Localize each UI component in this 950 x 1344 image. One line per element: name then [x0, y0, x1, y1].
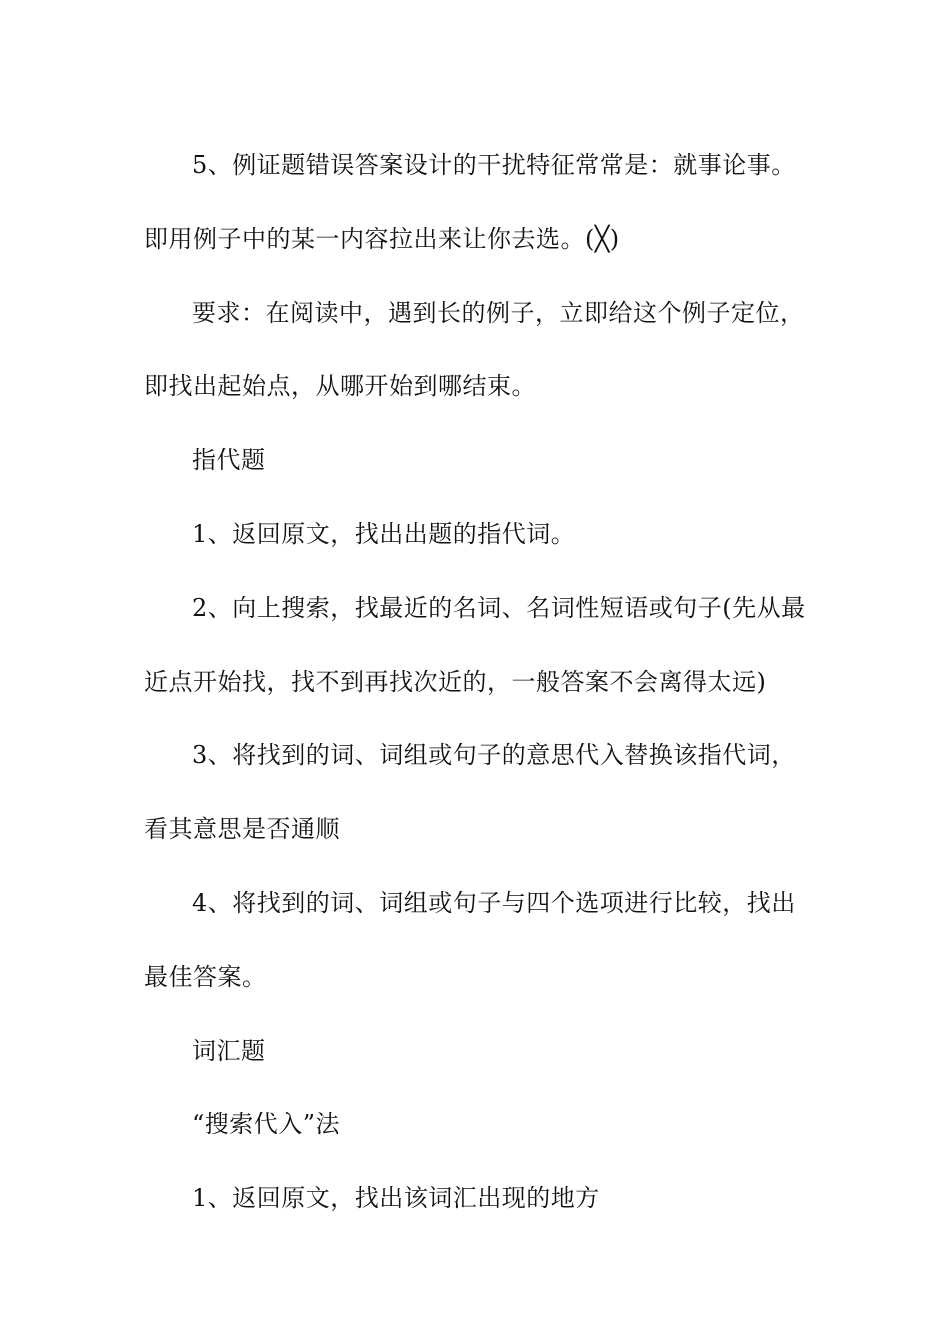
paragraph-requirement: 要求：在阅读中，遇到长的例子，立即给这个例子定位，即找出起始点，从哪开始到哪结束。	[144, 298, 805, 401]
heading-reference-questions: 指代题	[192, 446, 266, 475]
paragraph-reference-step-3: 3、将找到的词、词组或句子的意思代入替换该指代词，看其意思是否通顺	[144, 741, 796, 844]
paragraph-example-question-distractor: 5、例证题错误答案设计的干扰特征常常是：就事论事。即用例子中的某一内容拉出来让你去选。(╳)	[144, 151, 796, 253]
document-body	[144, 129, 810, 1236]
paragraph-reference-step-4: 4、将找到的词、词组或句子与四个选项进行比较，找出最佳答案。	[144, 888, 796, 991]
paragraph-vocabulary-step-1: 1、返回原文，找出该词汇出现的地方	[192, 1184, 600, 1213]
heading-vocabulary-questions: 词汇题	[192, 1036, 266, 1065]
paragraph-reference-step-2: 2、向上搜索，找最近的名词、名词性短语或句子(先从最近点开始找，找不到再找次近的，一般答案不会离得太远)	[144, 593, 806, 696]
heading-search-substitute-method: “搜索代入”法	[192, 1110, 341, 1139]
paragraph-reference-step-1: 1、返回原文，找出出题的指代词。	[192, 519, 576, 548]
